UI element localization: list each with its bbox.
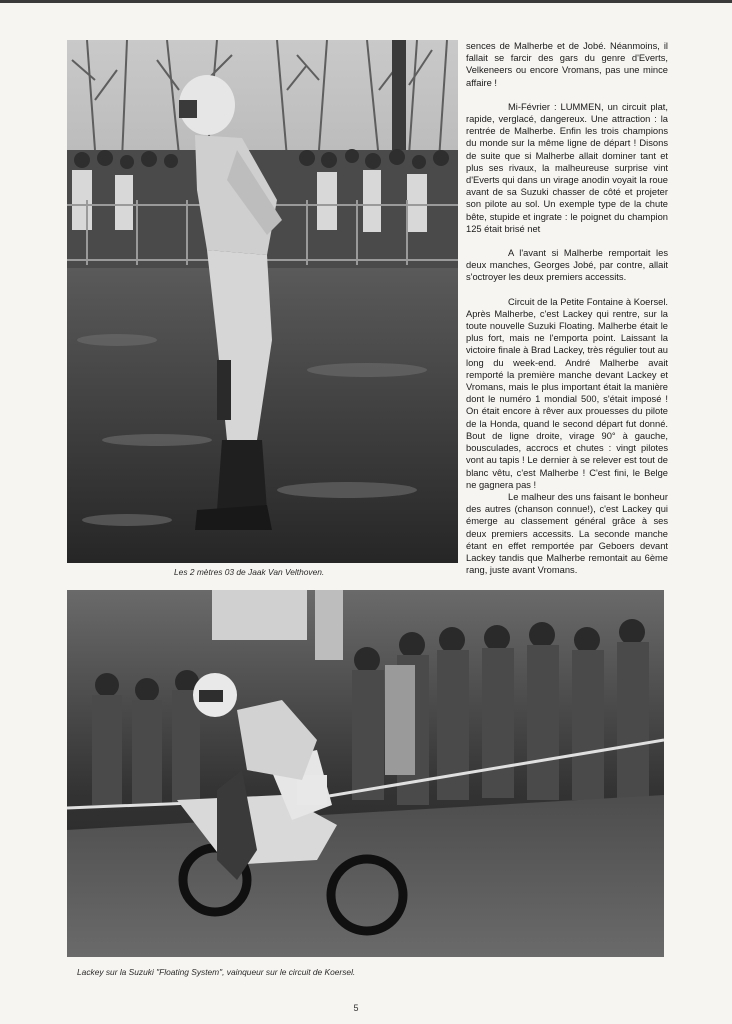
article-paragraph: sences de Malherbe et de Jobé. Néanmoins, il fallait se farcir des gars du genre d'Everts, Velkeneers ou encore Vromans, pas une mince affaire ! (466, 41, 668, 88)
article-paragraph: Mi-Février : LUMMEN, un circuit plat, rapide, verglacé, dangereux. Une attraction : la rentrée de Malherbe. Enfin les trois champions du monde sur la même ligne de départ ! Disons de suite que si Malherbe allait dominer tant et plus ses rivaux, la malheureuse surprise vint d'Everts qui dans un virage anodin voyait la roue avant de sa Suzuki chasser de côté et projeter son pilote au sol. Un exemple type de la chute bête, stupide et ingrate : le poignet du champion 125 était brisé net (466, 101, 668, 234)
top-rule (0, 0, 732, 3)
photo-standing-rider (67, 40, 458, 563)
photo-standing-rider-image (67, 40, 458, 563)
article-paragraph: Circuit de la Petite Fontaine à Koersel. Après Malherbe, c'est Lackey qui rentre, sur la toute nouvelle Suzuki Floating. Malherbe était le plus fort, mais ne l'emporta point. Laissant la victoire finale à Brad Lackey, très régulier tout au long du week-end. André Malherbe avait remporté la première manche devant Lackey et Vromans, mais le plus important était la manière dont le numéro 1 mondial 500, s'était imposé ! On était encore à rêver aux prouesses du pilote de la Honda, quand le second départ fut donné. Bout de ligne droite, virage 90° à gauche, bousculades, accrocs et chutes : vingt pilotes vont au tapis ! Le dernier à se relever est tout de blanc vêtu, c'est Malherbe ! C'est fini, le Belge ne gagnera pas ! (466, 296, 668, 490)
page-number: 5 (353, 1003, 359, 1013)
article-paragraph: Le malheur des uns faisant le bonheur des autres (chanson connue!), c'est Lackey qui émerge au classement général grâce à ses deux premiers accessits. La seconde manche étant en effet remportée par Geboers devant Lackey tandis que Malherbe remontait au 6ème rang, juste avant Vromans. (466, 491, 668, 576)
photo-caption-bottom: Lackey sur la Suzuki "Floating System", vainqueur sur le circuit de Koersel. (77, 967, 356, 977)
photo-caption-top: Les 2 mètres 03 de Jaak Van Velthoven. (174, 567, 325, 577)
article-text (466, 40, 668, 582)
photo-racing-rider-image (67, 590, 664, 957)
article-paragraph: A l'avant si Malherbe remportait les deux manches, Georges Jobé, par contre, allait s'octroyer les deux premiers accessits. (466, 248, 668, 283)
photo-racing-rider (67, 590, 664, 957)
